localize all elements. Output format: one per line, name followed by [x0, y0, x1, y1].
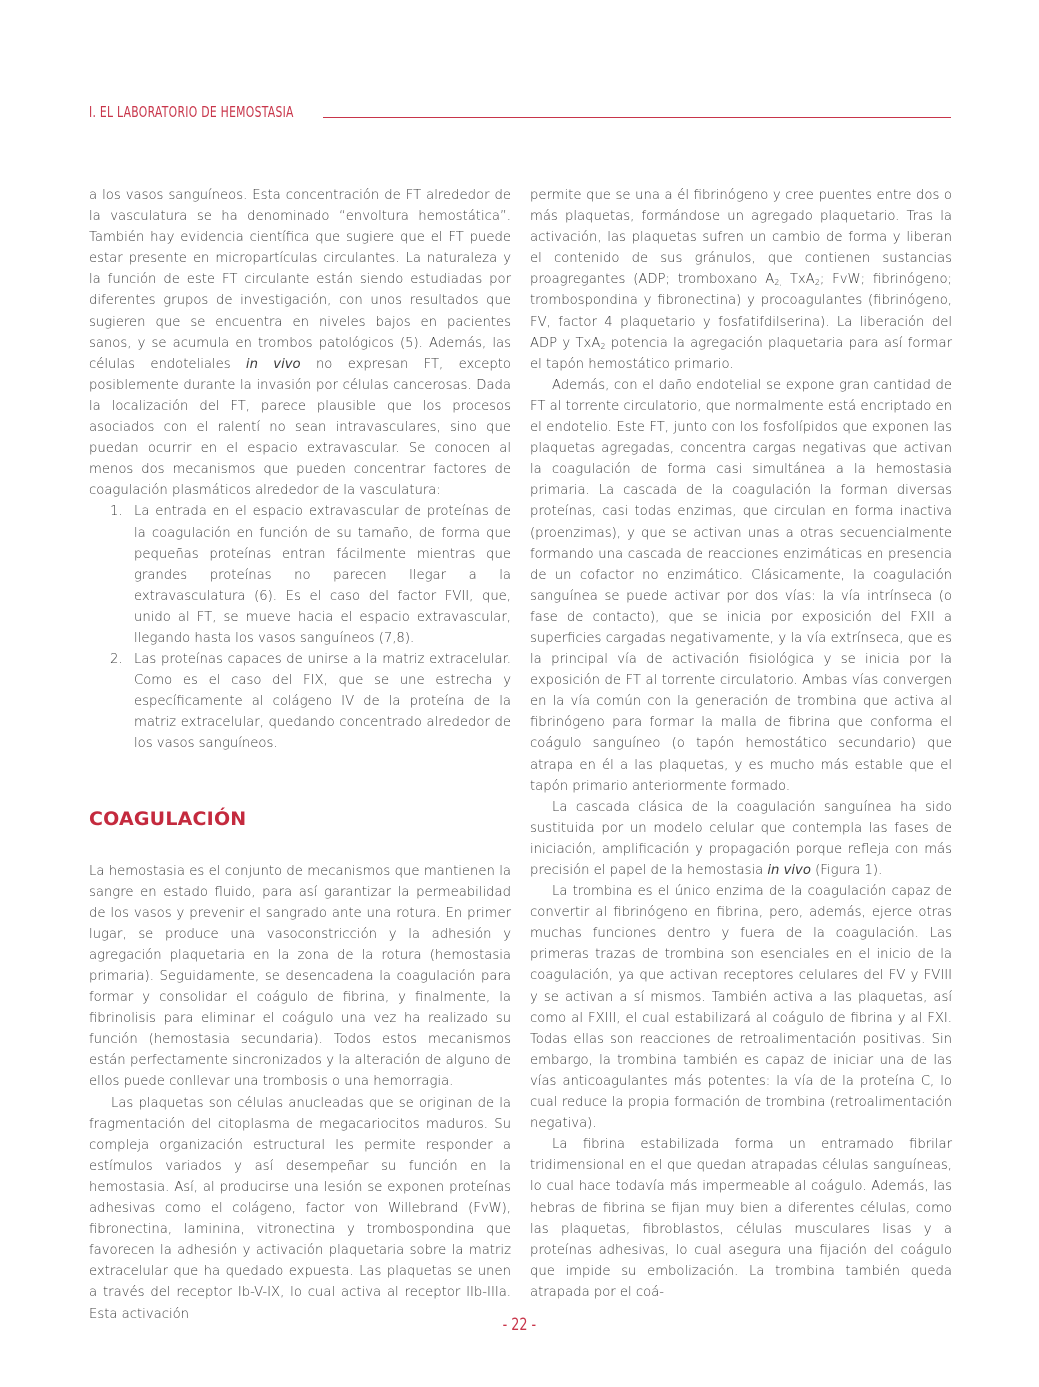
left-column — [89, 185, 511, 1325]
list-item-text: La entrada en el espacio extravascular de proteínas de la coagulación en función de su tamaño, de forma que pequeñas proteínas entran fácilmente mientras que grandes proteínas no parecen llegar a la extravasculatura (6). Es el caso del factor FVII, que, unido al FT, se mueve hacia el espacio extravascular, llegando hasta los vasos sanguíneos (7,8). — [134, 504, 511, 646]
subscript: 2 — [600, 341, 606, 351]
body-paragraph: Además, con el daño endotelial se expone gran cantidad de FT al torrente circulatorio, que normalmente está encriptado en el endotelio. Este FT, junto con los fosfolípidos que exponen las plaquetas agregadas, concentra cargas negativas que activan la coagulación de forma casi simultánea a la hemostasia primaria. La cascada de la coagulación la forman diversas proteínas, casi todas enzimas, que circulan en forma inactiva (proenzimas), y que se activan unas a otras secuencialmente formando una cascada de reacciones enzimáticas en presencia de un cofactor no enzimático. Clásicamente, la coagulación sanguínea se puede activar por dos vías: la vía intrínseca (o fase de contacto), que se inicia por exposición del FXII a superficies cargadas negativamente, y la vía extrínseca, que es la principal vía de activación fisiológica y se inicia por la exposición de FT al torrente circulatorio. Ambas vías convergen en la vía común con la generación de trombina que activa al fibrinógeno para formar la malla de fibrina que conforma el coágulo sanguíneo (o tapón hemostático secundario) que atrapa en él a las plaquetas, y es mucho más estable que el tapón primario anteriormente formado. — [530, 377, 952, 794]
list-item-number: 2. — [110, 652, 123, 668]
right-column — [530, 185, 952, 1303]
running-header-title: I. EL LABORATORIO DE HEMOSTASIA — [89, 103, 294, 121]
body-paragraph: Las plaquetas son células anucleadas que se originan de la fragmentación del citoplasma de megacariocitos maduros. Su compleja organización estructural les permite responder a estímulos variados y así desempeñar su función en la hemostasia. Así, al producirse una lesión se exponen proteínas adhesivas como el colágeno, factor von Willebrand (FvW), fibronectina, laminina, vitronectina y trombospondina que favorecen la adhesión y activación plaquetaria sobre la matriz extracelular que ha quedado expuesta. Las plaquetas se unen a través del receptor Ib-V-IX, lo cual activa al receptor IIb-IIIa. Esta activación — [89, 1095, 511, 1322]
body-paragraph: La trombina es el único enzima de la coagulación capaz de convertir al fibrinógeno en fibrina, pero, además, ejerce otras muchas funciones dentro y fuera de la coagulación. Las primeras trazas de trombina son esenciales en el inicio de la coagulación, ya que activan receptores celulares del FV y FVIII y se activan a sí mismos. También activa a las plaquetas, así como al FXIII, el cual estabilizará al coágulo de fibrina y al FXI. Todas ellas son reacciones de retroalimentación positivas. Sin embargo, la trombina también es capaz de iniciar una de las vías anticoagulantes más potentes: la vía de la proteína C, lo cual reduce la propia formación de trombina (retroalimentación negativa). — [530, 884, 952, 1132]
intro-text-part-1: a los vasos sanguíneos. Esta concentración de FT alrededor de la vasculatura se ha denominado “envoltura hemostática”. También hay evidencia científica que sugiere que el FT puede estar presente en micropartículas circulantes. La naturaleza y la función de este FT circulante están siendo estudiadas por diferentes grupos de investigación, con unos resultados que sugieren que se encuentra en niveles bajos en pacientes sanos, y se acumula en trombos patológicos (5). Además, las células endoteliales — [89, 188, 511, 372]
running-header — [89, 97, 951, 121]
list-item — [110, 649, 511, 754]
paragraph-text: TxA — [781, 272, 815, 288]
body-paragraph: La fibrina estabilizada forma un entramado fibrilar tridimensional en el que quedan atrapadas células sanguíneas, lo cual hace todavía más impermeable al coágulo. Además, las hebras de fibrina se fijan muy bien a diferentes células, como las plaquetas, fibroblastos, células musculares lisas y a proteínas adhesivas, lo cual asegura una fijación del coágulo que impide su embolización. La trombina también queda atrapada por el coá- — [530, 1137, 952, 1300]
paragraph-text: permite que se una a él fibrinógeno y cree puentes entre dos o más plaquetas, formándose un agregado plaquetario. Tras la activación, las plaquetas sufren un cambio de forma y liberan el contenido de sus gránulos, que contienen sustancias proagregantes (ADP; tromboxano A — [530, 188, 952, 288]
italic-in-vivo: in vivo — [767, 863, 811, 878]
body-paragraph — [530, 797, 952, 881]
intro-text-part-2: no expresan FT, excepto posiblemente durante la invasión por células cancerosas. Dada la localización del FT, parece plausible que los procesos asociados con el ralentí no sean intravasculares, sino que puedan ocurrir en el espacio extravascular. Se conocen al menos dos mecanismos que pueden concentrar factores de coagulación plasmáticos alrededor de la vasculatura: — [89, 356, 512, 499]
list-item-text: Las proteínas capaces de unirse a la matriz extracelular. Como es el caso del FIX, que se une estrecha y específicamente al colágeno IV de la proteína de la matriz extracelular, quedando concentrado alrededor de los vasos sanguíneos. — [134, 652, 511, 752]
paragraph-text: La cascada clásica de la coagulación sanguínea ha sido sustituida por un modelo celular que contempla las fases de iniciación, amplificación y propagación porque refleja con más precisión el papel de la hemostasia — [530, 799, 952, 878]
mechanisms-list — [89, 501, 511, 754]
paragraph-text: ; FvW; fibrinógeno; trombospondina y fibronectina) y procoagulantes (fibrinógeno, FV, factor 4 plaquetario y fosfatifdilserina). La liberación del ADP y TxA — [530, 272, 952, 351]
body-paragraph: La hemostasia es el conjunto de mecanismos que mantienen la sangre en estado fluido, para así garantizar la permeabilidad de los vasos y prevenir el sangrado ante una rotura. En primer lugar, se produce una vasoconstricción y la adhesión y agregación plaquetaria en la zona de la rotura (hemostasia primaria). Seguidamente, se desencadena la coagulación para formar y consolidar el coágulo de fibrina, y finalmente, la fibrinolisis para eliminar el coágulo una vez ha realizado su función (hemostasia secundaria). Todos estos mecanismos están perfectamente sincronizados y la alteración de alguno de ellos puede conllevar una trombosis o una hemorragia. — [89, 863, 511, 1090]
subscript: 2 — [814, 278, 820, 288]
page-number-text: - 22 - — [502, 1315, 537, 1335]
subscript: 2, — [774, 278, 782, 288]
paragraph-text: potencia la agregación plaquetaria para así formar el tapón hemostático primario. — [530, 335, 952, 372]
page-number — [0, 1315, 1039, 1335]
intro-paragraph — [89, 185, 511, 501]
body-paragraph — [530, 185, 952, 375]
list-item — [110, 501, 511, 649]
section-heading-coagulacion: COAGULACIÓN — [89, 807, 247, 830]
list-item-number: 1. — [110, 504, 123, 520]
figure-reference: (Figura 1). — [810, 863, 883, 878]
intro-italic-in-vivo: in vivo — [245, 356, 301, 372]
header-rule — [323, 117, 951, 118]
